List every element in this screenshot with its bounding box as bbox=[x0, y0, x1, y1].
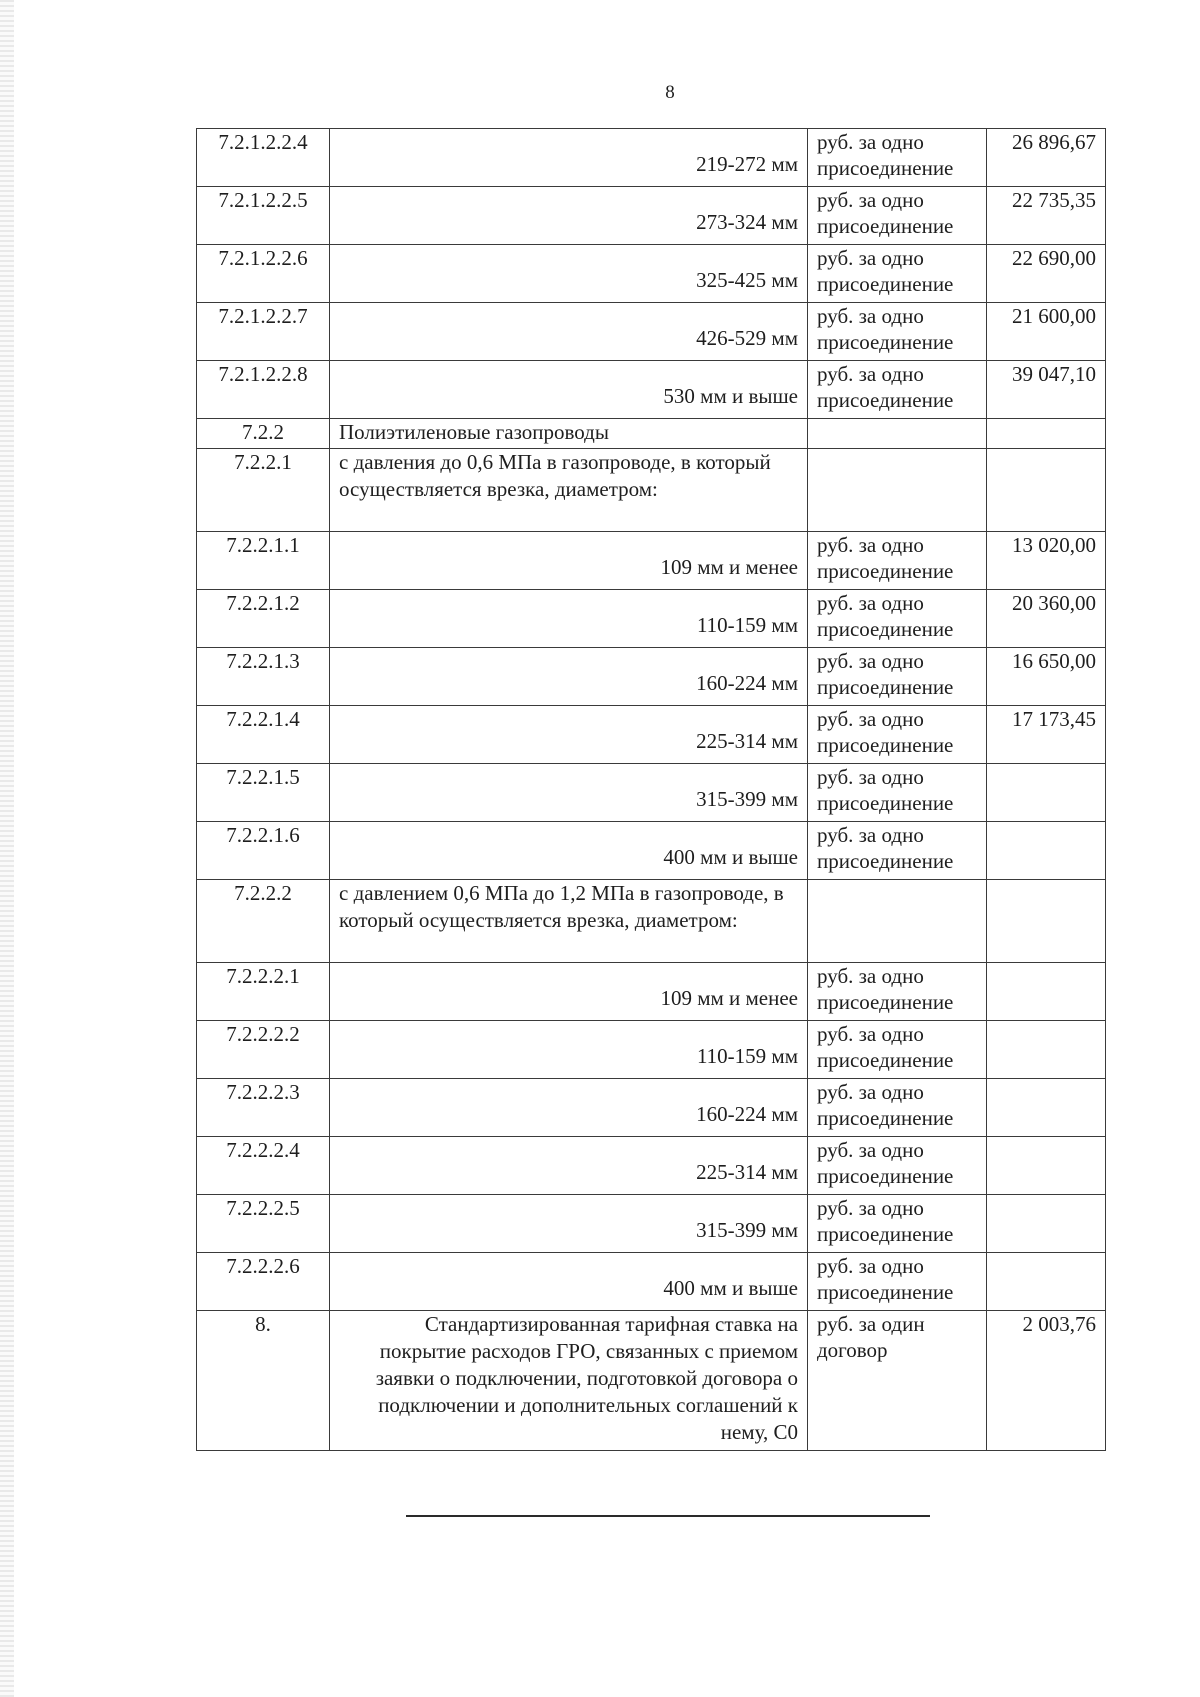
table-row bbox=[197, 1137, 1106, 1195]
row-code: 7.2.2.2.2 bbox=[197, 1021, 330, 1079]
table-row bbox=[197, 1021, 1106, 1079]
table-section-row bbox=[197, 449, 1106, 532]
row-price bbox=[987, 822, 1106, 880]
table-row-tariff-c0 bbox=[197, 1311, 1106, 1451]
row-code: 7.2.2.2 bbox=[197, 880, 330, 963]
row-description: 225-314 мм bbox=[330, 706, 808, 764]
row-description: 315-399 мм bbox=[330, 764, 808, 822]
row-price bbox=[987, 1137, 1106, 1195]
row-description: 315-399 мм bbox=[330, 1195, 808, 1253]
row-price bbox=[987, 880, 1106, 963]
table-row bbox=[197, 590, 1106, 648]
row-unit: руб. за один договор bbox=[808, 1311, 987, 1451]
row-description: 400 мм и выше bbox=[330, 1253, 808, 1311]
table-row bbox=[197, 764, 1106, 822]
table-section-row bbox=[197, 880, 1106, 963]
table-row bbox=[197, 1195, 1106, 1253]
row-unit: руб. за одно присоединение bbox=[808, 245, 987, 303]
row-code: 7.2.2.2.5 bbox=[197, 1195, 330, 1253]
row-unit bbox=[808, 880, 987, 963]
row-price: 26 896,67 bbox=[987, 129, 1106, 187]
row-code: 8. bbox=[197, 1311, 330, 1451]
row-price bbox=[987, 1253, 1106, 1311]
row-unit: руб. за одно присоединение bbox=[808, 1137, 987, 1195]
row-price bbox=[987, 449, 1106, 532]
row-description: 110-159 мм bbox=[330, 590, 808, 648]
row-code: 7.2.2.1.2 bbox=[197, 590, 330, 648]
row-description: 273-324 мм bbox=[330, 187, 808, 245]
row-code: 7.2.2.2.1 bbox=[197, 963, 330, 1021]
row-price bbox=[987, 1079, 1106, 1137]
row-price bbox=[987, 963, 1106, 1021]
row-price bbox=[987, 1021, 1106, 1079]
row-description: 109 мм и менее bbox=[330, 532, 808, 590]
scan-edge-strip bbox=[0, 0, 14, 1697]
row-price: 39 047,10 bbox=[987, 361, 1106, 419]
table-row bbox=[197, 245, 1106, 303]
closing-rule bbox=[406, 1515, 930, 1517]
row-price bbox=[987, 1195, 1106, 1253]
row-code: 7.2.2.2.3 bbox=[197, 1079, 330, 1137]
row-unit: руб. за одно присоединение bbox=[808, 764, 987, 822]
table-row bbox=[197, 648, 1106, 706]
row-description: 110-159 мм bbox=[330, 1021, 808, 1079]
row-description: 325-425 мм bbox=[330, 245, 808, 303]
row-unit: руб. за одно присоединение bbox=[808, 129, 987, 187]
row-code: 7.2.2.2.6 bbox=[197, 1253, 330, 1311]
row-price: 22 690,00 bbox=[987, 245, 1106, 303]
table-row bbox=[197, 1253, 1106, 1311]
page-number: 8 bbox=[665, 82, 675, 103]
row-code: 7.2.2.1.5 bbox=[197, 764, 330, 822]
table-row bbox=[197, 706, 1106, 764]
row-price: 13 020,00 bbox=[987, 532, 1106, 590]
row-unit: руб. за одно присоединение bbox=[808, 648, 987, 706]
row-unit: руб. за одно присоединение bbox=[808, 187, 987, 245]
row-code: 7.2.2.1 bbox=[197, 449, 330, 532]
row-price: 22 735,35 bbox=[987, 187, 1106, 245]
row-unit: руб. за одно присоединение bbox=[808, 822, 987, 880]
row-code: 7.2.2.1.4 bbox=[197, 706, 330, 764]
row-unit bbox=[808, 419, 987, 449]
table-row bbox=[197, 963, 1106, 1021]
row-unit: руб. за одно присоединение bbox=[808, 303, 987, 361]
row-description: 426-529 мм bbox=[330, 303, 808, 361]
row-unit: руб. за одно присоединение bbox=[808, 1253, 987, 1311]
row-price: 17 173,45 bbox=[987, 706, 1106, 764]
row-price bbox=[987, 419, 1106, 449]
row-code: 7.2.2.2.4 bbox=[197, 1137, 330, 1195]
row-code: 7.2.2 bbox=[197, 419, 330, 449]
table-row bbox=[197, 532, 1106, 590]
row-price: 20 360,00 bbox=[987, 590, 1106, 648]
row-description: Полиэтиленовые газопроводы bbox=[330, 419, 808, 449]
row-code: 7.2.1.2.2.5 bbox=[197, 187, 330, 245]
table-row bbox=[197, 361, 1106, 419]
row-price: 16 650,00 bbox=[987, 648, 1106, 706]
row-description: с давления до 0,6 МПа в газопроводе, в который осуществляется врезка, диаметром: bbox=[330, 449, 808, 532]
row-unit: руб. за одно присоединение bbox=[808, 1021, 987, 1079]
row-description: Стандартизированная тарифная ставка на покрытие расходов ГРО, связанных с приемом заявки о подключении, подготовкой договора о подключении и дополнительных соглашений к нему, С0 bbox=[330, 1311, 808, 1451]
row-code: 7.2.1.2.2.7 bbox=[197, 303, 330, 361]
table-row bbox=[197, 129, 1106, 187]
row-unit: руб. за одно присоединение bbox=[808, 1195, 987, 1253]
row-code: 7.2.1.2.2.4 bbox=[197, 129, 330, 187]
row-price bbox=[987, 764, 1106, 822]
row-price: 21 600,00 bbox=[987, 303, 1106, 361]
table-row bbox=[197, 822, 1106, 880]
row-unit: руб. за одно присоединение bbox=[808, 963, 987, 1021]
row-unit: руб. за одно присоединение bbox=[808, 706, 987, 764]
row-description: 400 мм и выше bbox=[330, 822, 808, 880]
row-description: 160-224 мм bbox=[330, 1079, 808, 1137]
table-row bbox=[197, 187, 1106, 245]
row-description: 530 мм и выше bbox=[330, 361, 808, 419]
table-row bbox=[197, 303, 1106, 361]
row-unit bbox=[808, 449, 987, 532]
row-description: 219-272 мм bbox=[330, 129, 808, 187]
row-code: 7.2.1.2.2.6 bbox=[197, 245, 330, 303]
row-description: 160-224 мм bbox=[330, 648, 808, 706]
row-code: 7.2.2.1.1 bbox=[197, 532, 330, 590]
row-code: 7.2.2.1.6 bbox=[197, 822, 330, 880]
row-unit: руб. за одно присоединение bbox=[808, 1079, 987, 1137]
row-description: 109 мм и менее bbox=[330, 963, 808, 1021]
row-description: 225-314 мм bbox=[330, 1137, 808, 1195]
row-code: 7.2.2.1.3 bbox=[197, 648, 330, 706]
tariff-table bbox=[196, 128, 1106, 1451]
table-section-row bbox=[197, 419, 1106, 449]
row-unit: руб. за одно присоединение bbox=[808, 590, 987, 648]
row-unit: руб. за одно присоединение bbox=[808, 532, 987, 590]
row-code: 7.2.1.2.2.8 bbox=[197, 361, 330, 419]
table-row bbox=[197, 1079, 1106, 1137]
row-unit: руб. за одно присоединение bbox=[808, 361, 987, 419]
row-price: 2 003,76 bbox=[987, 1311, 1106, 1451]
row-description: с давлением 0,6 МПа до 1,2 МПа в газопроводе, в который осуществляется врезка, диаметром: bbox=[330, 880, 808, 963]
